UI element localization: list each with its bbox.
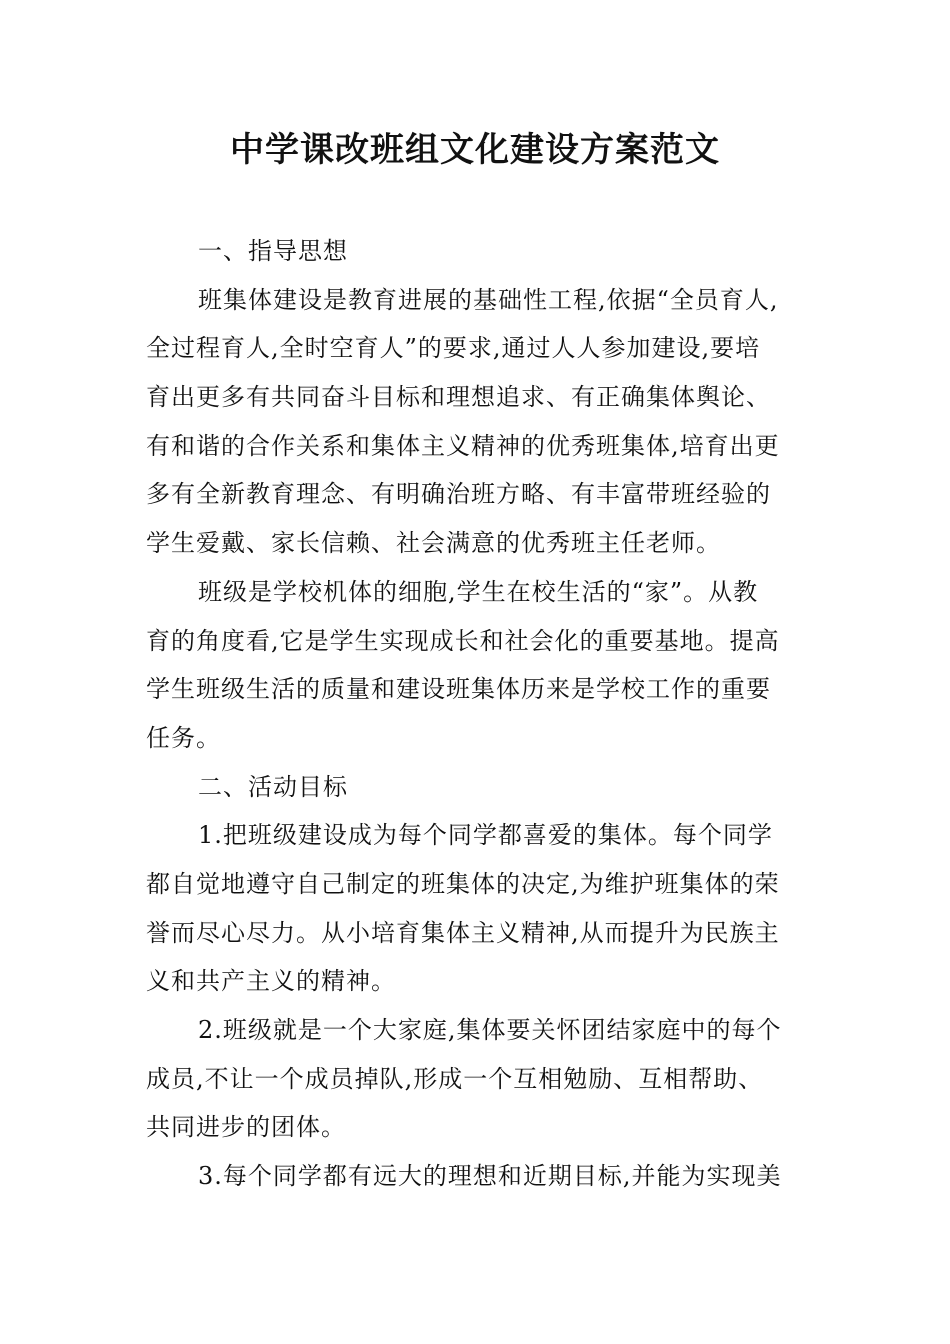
- list-item: [146, 1152, 810, 1201]
- text-line: 成员,不让一个成员掉队,形成一个互相勉励、互相帮助、: [146, 1064, 764, 1093]
- paragraph: [146, 568, 810, 763]
- text-line: 1.把班级建设成为每个同学都喜爱的集体。每个同学: [198, 821, 773, 850]
- text-line: 学生爱戴、家长信赖、社会满意的优秀班主任老师。: [146, 529, 721, 558]
- text-line: 誉而尽心尽力。从小培育集体主义精神,从而提升为民族主: [146, 918, 780, 947]
- text-line: 班集体建设是教育进展的基础性工程,依据“全员育人,: [198, 285, 779, 314]
- text-line: 育的角度看,它是学生实现成长和社会化的重要基地。提高: [146, 626, 780, 655]
- text-line: 班级是学校机体的细胞,学生在校生活的“家”。从教: [198, 577, 759, 606]
- text-line: 3.每个同学都有远大的理想和近期目标,并能为实现美: [198, 1162, 782, 1191]
- section-heading-guiding-thought: [146, 227, 810, 276]
- section-heading-activity-goals: [146, 763, 810, 812]
- text-line: 有和谐的合作关系和集体主义精神的优秀班集体,培育出更: [146, 431, 780, 460]
- text-line: 育出更多有共同奋斗目标和理想追求、有正确集体舆论、: [146, 383, 771, 412]
- text-line: 一、指导思想: [198, 237, 348, 265]
- text-line: 多有全新教育理念、有明确治班方略、有丰富带班经验的: [146, 480, 771, 509]
- text-line: 全过程育人,全时空育人”的要求,通过人人参加建设,要培: [146, 334, 761, 363]
- list-item: [146, 1006, 810, 1152]
- text-line: 2.班级就是一个大家庭,集体要关怀团结家庭中的每个: [198, 1016, 782, 1044]
- document-body: [146, 227, 810, 1201]
- text-line: 任务。: [146, 723, 221, 752]
- document-title: 中学课改班组文化建设方案范文: [230, 130, 720, 170]
- text-line: 都自觉地遵守自己制定的班集体的决定,为维护班集体的荣: [146, 869, 780, 898]
- text-line: 二、活动目标: [198, 772, 348, 801]
- text-line: 义和共产主义的精神。: [146, 967, 396, 996]
- list-item: [146, 811, 810, 1006]
- paragraph: [146, 276, 810, 568]
- text-line: 共同进步的团体。: [146, 1113, 346, 1142]
- text-line: 学生班级生活的质量和建设班集体历来是学校工作的重要: [146, 675, 771, 704]
